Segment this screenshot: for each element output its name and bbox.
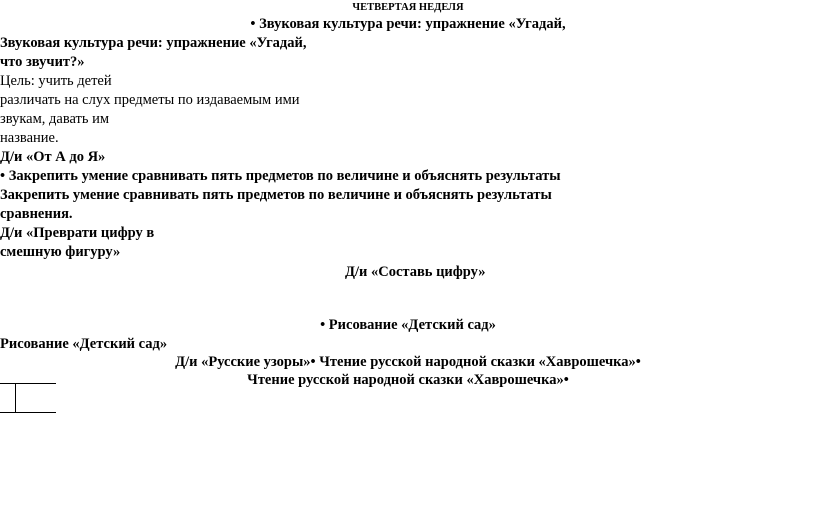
- game-a-to-ya: Д/и «От А до Я»: [0, 149, 106, 165]
- game-compose-digit: Д/и «Составь цифру»: [345, 264, 486, 280]
- game-turn-digit-cont: смешную фигуру»: [0, 244, 121, 260]
- goal-line-2: различать на слух предметы по издаваемым ими: [0, 92, 300, 108]
- drawing-line: Рисование «Детский сад»: [0, 336, 168, 352]
- goal-line-4: название.: [0, 130, 59, 146]
- table-border-top: [0, 383, 56, 384]
- compare-line-1: Закрепить умение сравнивать пять предметов по величине и объяснять результаты: [0, 187, 552, 203]
- goal-line-3: звукам, давать им: [0, 111, 110, 127]
- table-border-bottom: [0, 412, 56, 413]
- bullet-line-drawing: • Рисование «Детский сад»: [320, 317, 496, 333]
- goal-line-1: Цель: учить детей: [0, 73, 112, 89]
- sound-culture-title-cont: что звучит?»: [0, 54, 85, 70]
- bullet-line-sound-culture: • Звуковая культура речи: упражнение «Угадай,: [250, 16, 566, 32]
- bullet-line-compare: • Закрепить умение сравнивать пять предметов по величине и объяснять результаты: [0, 168, 561, 184]
- sound-culture-title: Звуковая культура речи: упражнение «Угадай,: [0, 35, 307, 51]
- game-russian-patterns: Д/и «Русские узоры»• Чтение русской народной сказки «Хаврошечка»•: [175, 354, 641, 370]
- reading-fairy-tale: Чтение русской народной сказки «Хаврошечка»•: [247, 372, 569, 388]
- table-border-vertical: [15, 383, 16, 413]
- week-heading: ЧЕТВЕРТАЯ НЕДЕЛЯ: [352, 2, 464, 13]
- game-turn-digit: Д/и «Преврати цифру в: [0, 225, 155, 241]
- compare-line-2: сравнения.: [0, 206, 73, 222]
